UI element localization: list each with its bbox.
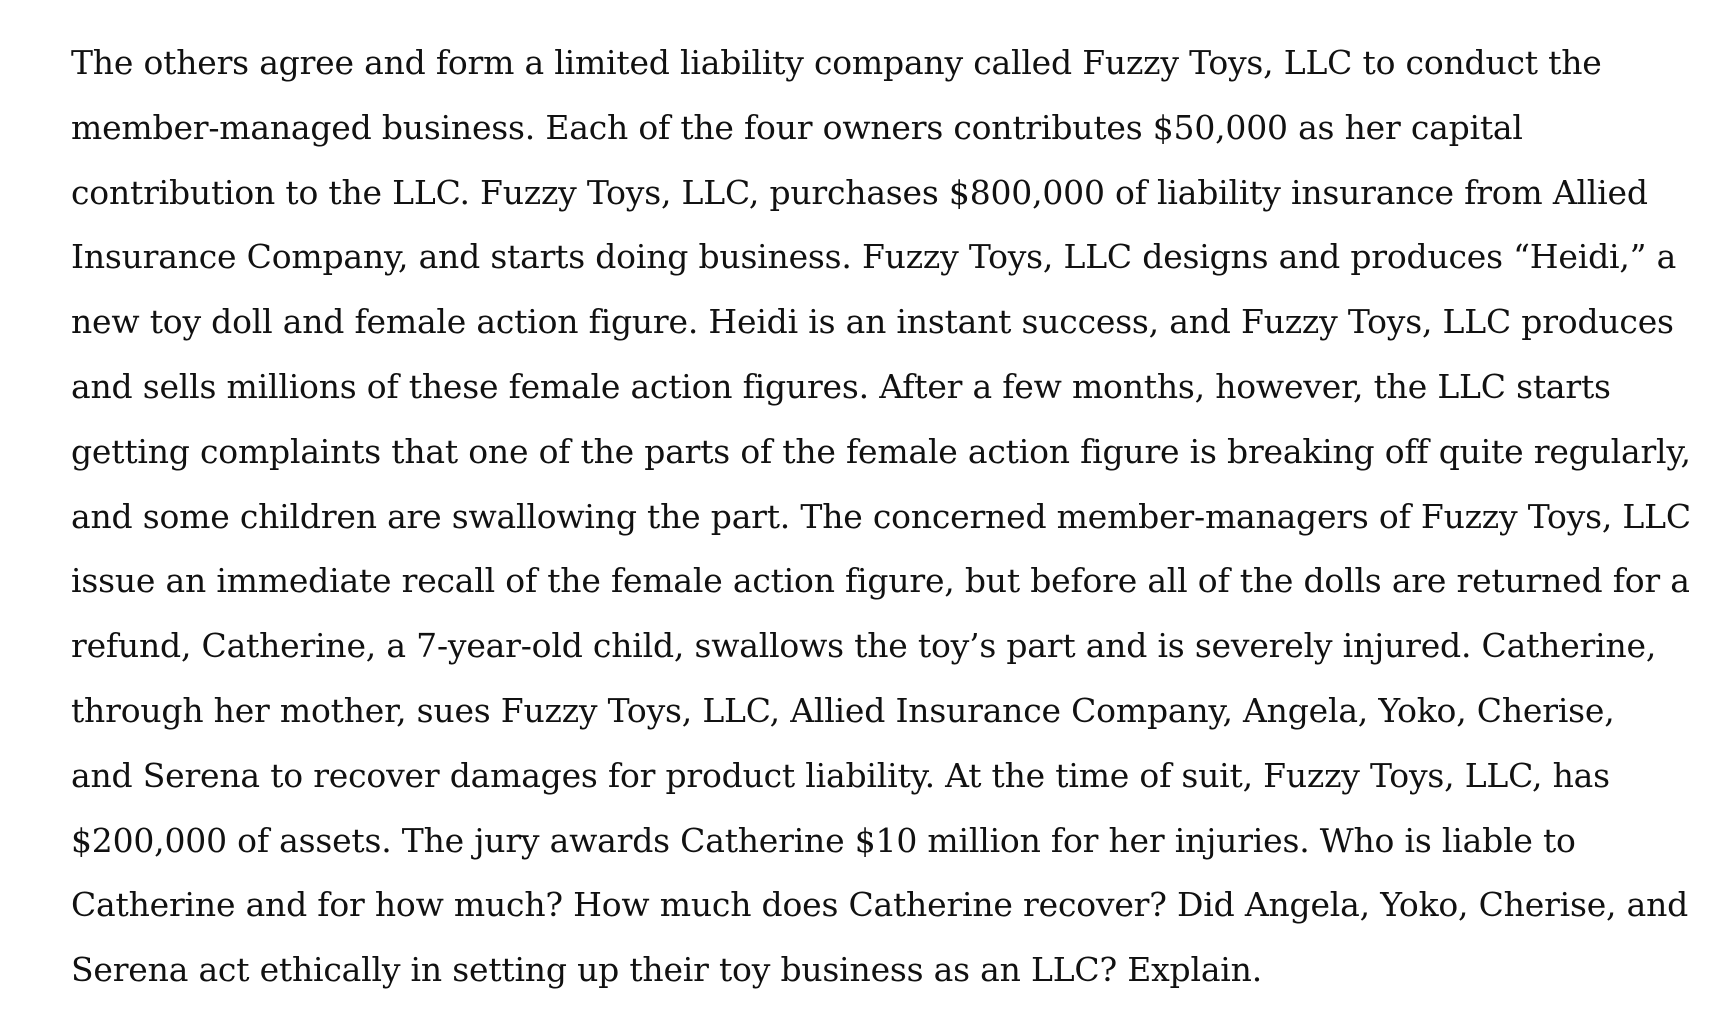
- paragraph-line: member-managed business. Each of the four owners contributes $50,000 as her capital: [71, 107, 1523, 147]
- paragraph-line: Serena act ethically in setting up their toy business as an LLC? Explain.: [71, 950, 1262, 990]
- paragraph-line: new toy doll and female action figure. Heidi is an instant success, and Fuzzy Toys, LLC produces: [71, 302, 1674, 342]
- paragraph-line: Insurance Company, and starts doing business. Fuzzy Toys, LLC designs and produces “Heidi,” a: [71, 237, 1677, 277]
- paragraph-line: issue an immediate recall of the female action figure, but before all of the dolls are returned for a: [71, 561, 1690, 601]
- paragraph-line: and sells millions of these female action figures. After a few months, however, the LLC starts: [71, 366, 1611, 406]
- paragraph-line: The others agree and form a limited liability company called Fuzzy Toys, LLC to conduct the: [71, 43, 1602, 82]
- paragraph-line: and Serena to recover damages for product liability. At the time of suit, Fuzzy Toys, LLC, has: [71, 755, 1610, 795]
- paragraph-line: contribution to the LLC. Fuzzy Toys, LLC, purchases $800,000 of liability insurance from Allied: [71, 172, 1648, 212]
- paragraph-line: Catherine and for how much? How much does Catherine recover? Did Angela, Yoko, Cherise, and: [71, 885, 1689, 925]
- paragraph-line: and some children are swallowing the part. The concerned member-managers of Fuzzy Toys, LLC: [71, 496, 1691, 536]
- paragraph-line: through her mother, sues Fuzzy Toys, LLC, Allied Insurance Company, Angela, Yoko, Cherise,: [71, 690, 1615, 730]
- body-paragraph: [71, 31, 1711, 1003]
- paragraph-line: $200,000 of assets. The jury awards Catherine $10 million for her injuries. Who is liable to: [71, 820, 1576, 860]
- paragraph-line: refund, Catherine, a 7-year-old child, swallows the toy’s part and is severely injured. Catherine,: [71, 626, 1657, 666]
- paragraph-line: getting complaints that one of the parts of the female action figure is breaking off quite regularly,: [71, 431, 1691, 471]
- document-page: [71, 31, 1711, 1003]
